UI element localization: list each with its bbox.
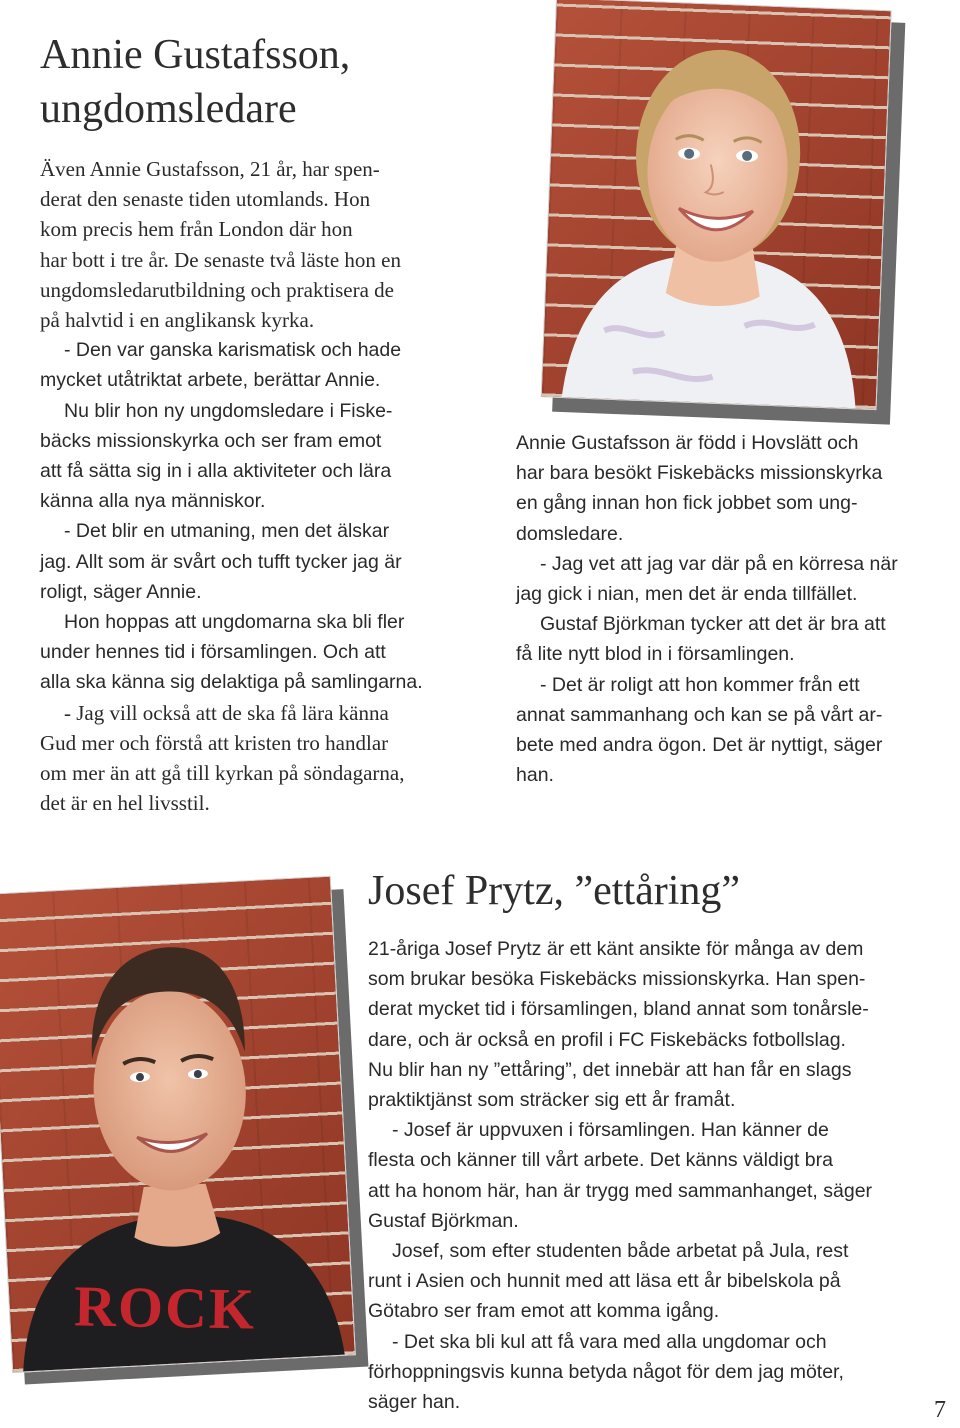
text-line: dare, och är också en profil i FC Fiskebäcks fotbollslag.: [368, 1028, 846, 1051]
text-line: - Det ska bli kul att få vara med alla ungdomar och: [392, 1330, 827, 1353]
annie-heading: [40, 28, 520, 136]
text-line: förhoppningsvis kunna betyda något för dem jag möter,: [368, 1360, 844, 1383]
josef-portrait-photo: [0, 875, 373, 1393]
text-line: praktiktjänst som sträcker sig ett år framåt.: [368, 1089, 736, 1112]
text-line: säger han.: [368, 1391, 461, 1414]
photo-frame: [0, 876, 356, 1373]
text-line: på halvtid i en anglikansk kyrka.: [40, 308, 315, 333]
text-line: har bara besökt Fiskebäcks missionskyrka: [516, 462, 883, 485]
text-line: Gustaf Björkman tycker att det är bra att: [540, 613, 886, 636]
text-line: domsledare.: [516, 522, 624, 545]
josef-heading: Josef Prytz, ”ettåring”: [368, 868, 741, 914]
annie-heading-line-2: ungdomsledare: [40, 86, 297, 132]
text-line: - Jag vill också att de ska få lära känna: [64, 700, 389, 725]
text-line: känna alla nya människor.: [40, 490, 266, 513]
text-line: Gustaf Björkman.: [368, 1209, 519, 1232]
text-line: en gång innan hon fick jobbet som ung-: [516, 492, 858, 515]
text-line: alla ska känna sig delaktiga på samlingarna.: [40, 671, 423, 694]
text-line: Hon hoppas att ungdomarna ska bli fler: [64, 611, 405, 634]
text-line: derat mycket tid i församlingen, bland annat som tonårsle-: [368, 998, 869, 1021]
text-line: jag. Allt som är svårt och tufft tycker jag är: [40, 550, 402, 573]
text-line: som brukar besöka Fiskebäcks missionskyrka. Han spen-: [368, 968, 866, 991]
text-line: 21-åriga Josef Prytz är ett känt ansikte för många av dem: [368, 938, 864, 960]
josef-article-body: [368, 934, 948, 1417]
text-line: Götabro ser fram emot att komma igång.: [368, 1300, 720, 1323]
text-line: annat sammanhang och kan se på vårt ar-: [516, 703, 883, 726]
text-line: under hennes tid i församlingen. Och att: [40, 641, 386, 664]
text-line: runt i Asien och hunnit med att läsa ett år bibelskola på: [368, 1270, 841, 1293]
annie-heading-line-1: Annie Gustafsson,: [40, 32, 351, 78]
page-number: 7: [934, 1397, 946, 1423]
text-line: Även Annie Gustafsson, 21 år, har spen-: [40, 157, 380, 181]
annie-photo-caption: [516, 428, 956, 790]
text-line: kom precis hem från London där hon: [40, 217, 353, 242]
text-line: Nu blir han ny ”ettåring”, det innebär att han får en slags: [368, 1058, 852, 1081]
annie-article-body: [40, 154, 510, 818]
text-line: bete med andra ögon. Det är nyttigt, säger: [516, 734, 883, 757]
text-line: Annie Gustafsson är född i Hovslätt och: [516, 432, 859, 454]
text-line: - Jag vet att jag var där på en körresa när: [540, 552, 898, 575]
text-line: bäcks missionskyrka och ser fram emot: [40, 429, 382, 452]
text-line: - Det är roligt att hon kommer från ett: [540, 673, 860, 696]
annie-figure-illustration: [542, 0, 891, 409]
text-line: han.: [516, 764, 554, 787]
annie-portrait-photo: [540, 0, 904, 423]
text-line: flesta och känner till vårt arbete. Det känns väldigt bra: [368, 1149, 833, 1172]
text-line: - Den var ganska karismatisk och hade: [64, 339, 402, 362]
text-line: att få sätta sig in i alla aktiviteter och lära: [40, 460, 392, 483]
text-line: roligt, säger Annie.: [40, 580, 202, 603]
text-line: om mer än att gå till kyrkan på söndagarna,: [40, 761, 405, 786]
text-line: mycket utåtriktat arbete, berättar Annie.: [40, 369, 381, 392]
text-line: att ha honom här, han är trygg med sammanhanget, säger: [368, 1179, 873, 1202]
text-line: Gud mer och förstå att kristen tro handlar: [40, 730, 389, 755]
text-line: jag gick i nian, men det är enda tillfället.: [516, 583, 858, 606]
text-line: Josef, som efter studenten både arbetat på Jula, rest: [392, 1240, 849, 1263]
text-line: få lite nytt blod in i församlingen.: [516, 643, 795, 666]
photo-frame: [541, 0, 892, 410]
text-line: ungdomsledarutbildning och praktisera de: [40, 277, 394, 302]
text-line: - Det blir en utmaning, men det älskar: [64, 520, 390, 543]
text-line: derat den senaste tiden utomlands. Hon: [40, 187, 371, 212]
text-line: - Josef är uppvuxen i församlingen. Han känner de: [392, 1119, 829, 1142]
text-line: har bott i tre år. De senaste två läste hon en: [40, 247, 401, 272]
text-line: Nu blir hon ny ungdomsledare i Fiske-: [64, 399, 393, 422]
shirt-print-text: ROCK: [73, 1273, 257, 1342]
text-line: det är en hel livsstil.: [40, 791, 210, 816]
